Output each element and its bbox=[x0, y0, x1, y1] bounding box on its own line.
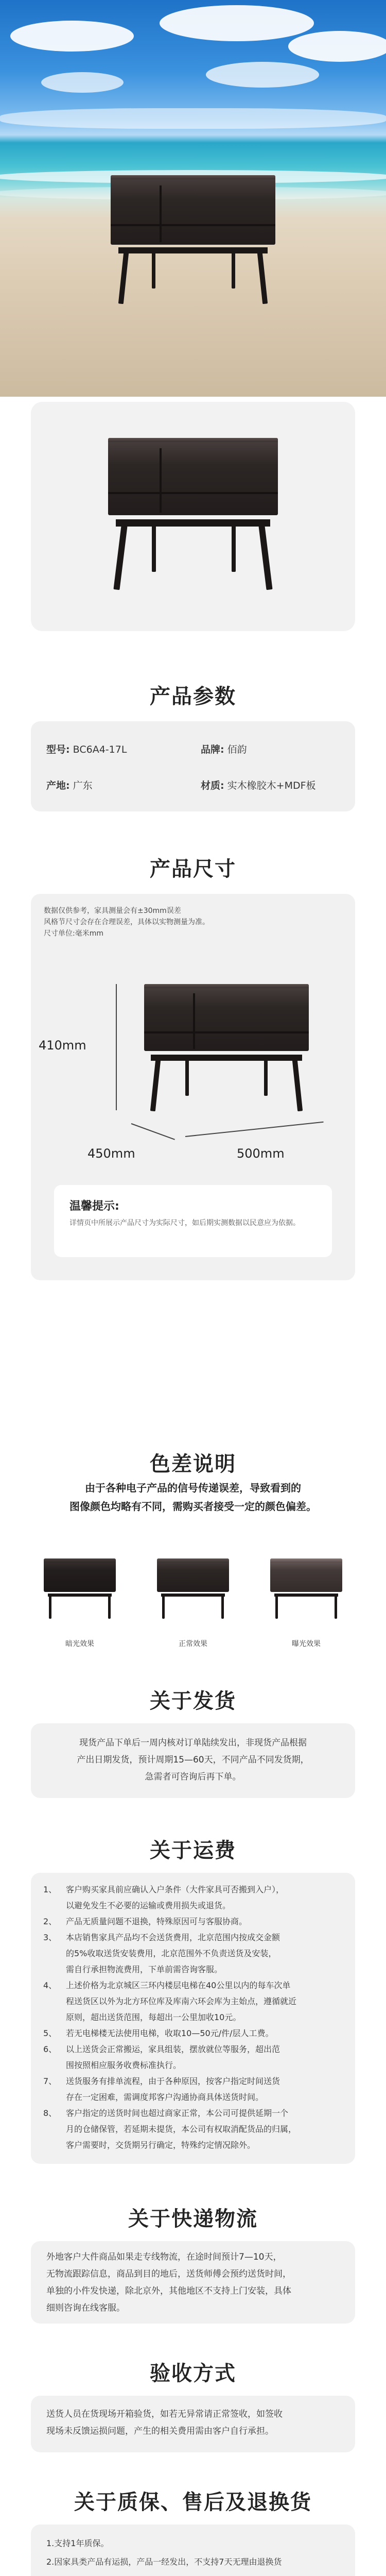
logistics-line-2: 无物流跟踪信息，商品到目的地后，送货师傅会预约送货时间， bbox=[46, 2269, 291, 2279]
swatch-label-normal: 正常效果 bbox=[179, 1640, 207, 1648]
tip-title: 温馨提示: bbox=[69, 1200, 119, 1213]
brand-key: 品牌: bbox=[201, 744, 224, 755]
shipping-line-1: 现货产品下单后一周内核对订单陆续发出，非现货产品根据 bbox=[79, 1738, 307, 1748]
logistics-box bbox=[31, 2241, 355, 2324]
material-row bbox=[201, 778, 316, 792]
freight-item-text: 原则，超出送货范围，每超出一公里加收10元。 bbox=[66, 2012, 241, 2022]
cloud-shape bbox=[41, 72, 124, 93]
freight-item-text: 围按照相应服务收费标准执行。 bbox=[66, 2060, 182, 2070]
brand-value: 佰韵 bbox=[227, 744, 247, 755]
freight-title: 关于运费 bbox=[150, 1839, 236, 1862]
freight-item-text: 以避免发生不必要的运输或费用损失或退货。 bbox=[66, 1901, 231, 1910]
freight-item-number: 8、 bbox=[43, 2108, 57, 2118]
freight-item-text: 客户指定的送货时间也超过商家正常，本公司可提供延期一个 bbox=[66, 2108, 289, 2118]
freight-item-number: 4、 bbox=[43, 1980, 57, 1990]
freight-item-number: 3、 bbox=[43, 1933, 57, 1942]
size-note-1: 数据仅供参考，家具测量会有±30mm误差 bbox=[44, 907, 181, 915]
freight-item-text: 客户需要时，交货期另行确定，特殊约定情况除外。 bbox=[66, 2140, 256, 2150]
material-key: 材质: bbox=[201, 780, 224, 791]
freight-item-text: 客户购买家具前应确认入户条件（大件家具可否搬到入户）， bbox=[66, 1885, 285, 1894]
model-row bbox=[46, 742, 127, 756]
shipping-box bbox=[31, 1723, 355, 1798]
origin-value: 广东 bbox=[73, 780, 93, 791]
warranty-title: 关于质保、售后及退换货 bbox=[74, 2490, 312, 2514]
shipping-title: 关于发货 bbox=[150, 1689, 236, 1713]
material-value: 实木橡胶木+MDF板 bbox=[227, 780, 316, 791]
freight-item-text: 以上送货会正常搬运，家具组装，摆放就位等服务，超出范 bbox=[66, 2044, 280, 2054]
shipping-line-2: 产出日期发货，预计周期15—60天，不同产品不同发货期， bbox=[77, 1755, 309, 1765]
depth-dimension-line bbox=[185, 1122, 324, 1137]
params-box bbox=[31, 721, 355, 811]
warranty-item bbox=[46, 2573, 71, 2576]
size-title: 产品尺寸 bbox=[150, 857, 236, 881]
logistics-line-1: 外地客户大件商品如果走专线物流，在途时间预计7—10天， bbox=[46, 2252, 282, 2262]
hero-banner bbox=[0, 0, 386, 397]
depth-label: 500mm bbox=[237, 1146, 285, 1161]
logistics-line-3: 单独的小件发快递，除北京外，其他地区不支持上门安装，具体 bbox=[46, 2286, 291, 2296]
origin-row bbox=[46, 778, 93, 792]
freight-item-text: 产品无质量问题不退换，特殊原因可与客服协商。 bbox=[66, 1917, 248, 1926]
cloud-shape bbox=[160, 5, 314, 41]
freight-item-number: 7、 bbox=[43, 2076, 57, 2086]
params-title: 产品参数 bbox=[150, 685, 236, 708]
shipping-line-3: 急需者可咨询后再下单。 bbox=[145, 1772, 241, 1782]
swatch-label-bright: 曝光效果 bbox=[292, 1640, 321, 1648]
logistics-line-4: 细则咨询在线客服。 bbox=[46, 2303, 125, 2313]
freight-item-number: 2、 bbox=[43, 1917, 57, 1926]
freight-item-text: 送货服务有排单流程，由于各种原因，按客户指定时间送货 bbox=[66, 2076, 280, 2086]
color-title: 色差说明 bbox=[150, 1452, 236, 1476]
freight-item-text: 上述价格为北京城区三环内楼层电梯在40公里以内的每车次单 bbox=[66, 1980, 291, 1990]
width-label: 450mm bbox=[87, 1146, 135, 1161]
width-dimension-line bbox=[131, 1123, 175, 1140]
freight-item-number: 5、 bbox=[43, 2028, 57, 2038]
height-dimension-line bbox=[116, 984, 117, 1110]
swatch-bright bbox=[257, 1551, 355, 1628]
warranty-item: 1.支持1年质保。 bbox=[46, 2538, 109, 2548]
size-side-table-image bbox=[142, 984, 311, 1113]
origin-key: 产地: bbox=[46, 780, 70, 791]
tip-text: 详情页中所展示产品尺寸为实际尺寸，如后期实测数据以民意应为依据。 bbox=[69, 1219, 300, 1227]
cloud-shape bbox=[10, 21, 134, 52]
warranty-item: 2.因家具类产品有运损，产品一经发出，不支持7天无理由退换货 bbox=[46, 2557, 282, 2567]
freight-item-number: 6、 bbox=[43, 2044, 57, 2054]
freight-item-number: 1、 bbox=[43, 1885, 57, 1894]
swatch-normal bbox=[144, 1551, 242, 1628]
height-label: 410mm bbox=[39, 1038, 86, 1053]
inspection-title: 验收方式 bbox=[150, 2362, 236, 2385]
product-photo-card bbox=[31, 402, 355, 631]
brand-row bbox=[201, 742, 247, 756]
size-note-3: 尺寸单位:毫米mm bbox=[44, 929, 103, 938]
product-side-table-image bbox=[103, 438, 283, 592]
hero-side-table-image bbox=[108, 175, 278, 304]
logistics-title: 关于快递物流 bbox=[128, 2207, 258, 2231]
freight-item-text: 月的仓储保管，若延期未提货，本公司有权取消配货品的归属， bbox=[66, 2124, 297, 2134]
inspection-box bbox=[31, 2396, 355, 2452]
freight-item-text: 若无电梯楼无法使用电梯，收取10—50元/件/层人工费。 bbox=[66, 2028, 274, 2038]
horizon-haze bbox=[0, 108, 386, 129]
color-desc-2: 图像颜色均略有不同，需购买者接受一定的颜色偏差。 bbox=[69, 1500, 317, 1513]
model-value: BC6A4-17L bbox=[73, 744, 127, 755]
freight-item-text: 程送货区以外为北方环位库及库南六环会库为主始点，遵循就近 bbox=[66, 1996, 297, 2006]
freight-box bbox=[31, 1873, 355, 2164]
size-note-2: 风格节尺寸会存在合理误差，具体以实物测量为准。 bbox=[44, 918, 209, 926]
inspection-line-2: 现场未反馈运损问题，产生的相关费用需由客户自行承担。 bbox=[46, 2426, 274, 2436]
cloud-shape bbox=[288, 31, 386, 62]
color-desc-1: 由于各种电子产品的信号传递误差，导致看到的 bbox=[85, 1482, 301, 1494]
inspection-line-1: 送货人员在货现场开箱验货，如若无异常请正常签收，如签收 bbox=[46, 2409, 283, 2419]
tip-box bbox=[54, 1185, 332, 1257]
freight-item-text: 存在一定困难，需调度邦客户沟通协商具体送货时间。 bbox=[66, 2092, 264, 2102]
model-key: 型号: bbox=[46, 744, 70, 755]
freight-item-text: 需自行承担物流费用，下单前需咨询客服。 bbox=[66, 1964, 223, 1974]
freight-item-text: 的5%收取送货安装费用，北京范围外不负责送货及安装， bbox=[66, 1948, 277, 1958]
swatch-dark bbox=[31, 1551, 129, 1628]
warranty-box bbox=[31, 2524, 355, 2576]
freight-item-text: 本店销售家具产品均不会送货费用，北京范围内按成交金额 bbox=[66, 1933, 280, 1942]
swatch-label-dark: 暗光效果 bbox=[65, 1640, 94, 1648]
cloud-shape bbox=[206, 62, 319, 88]
